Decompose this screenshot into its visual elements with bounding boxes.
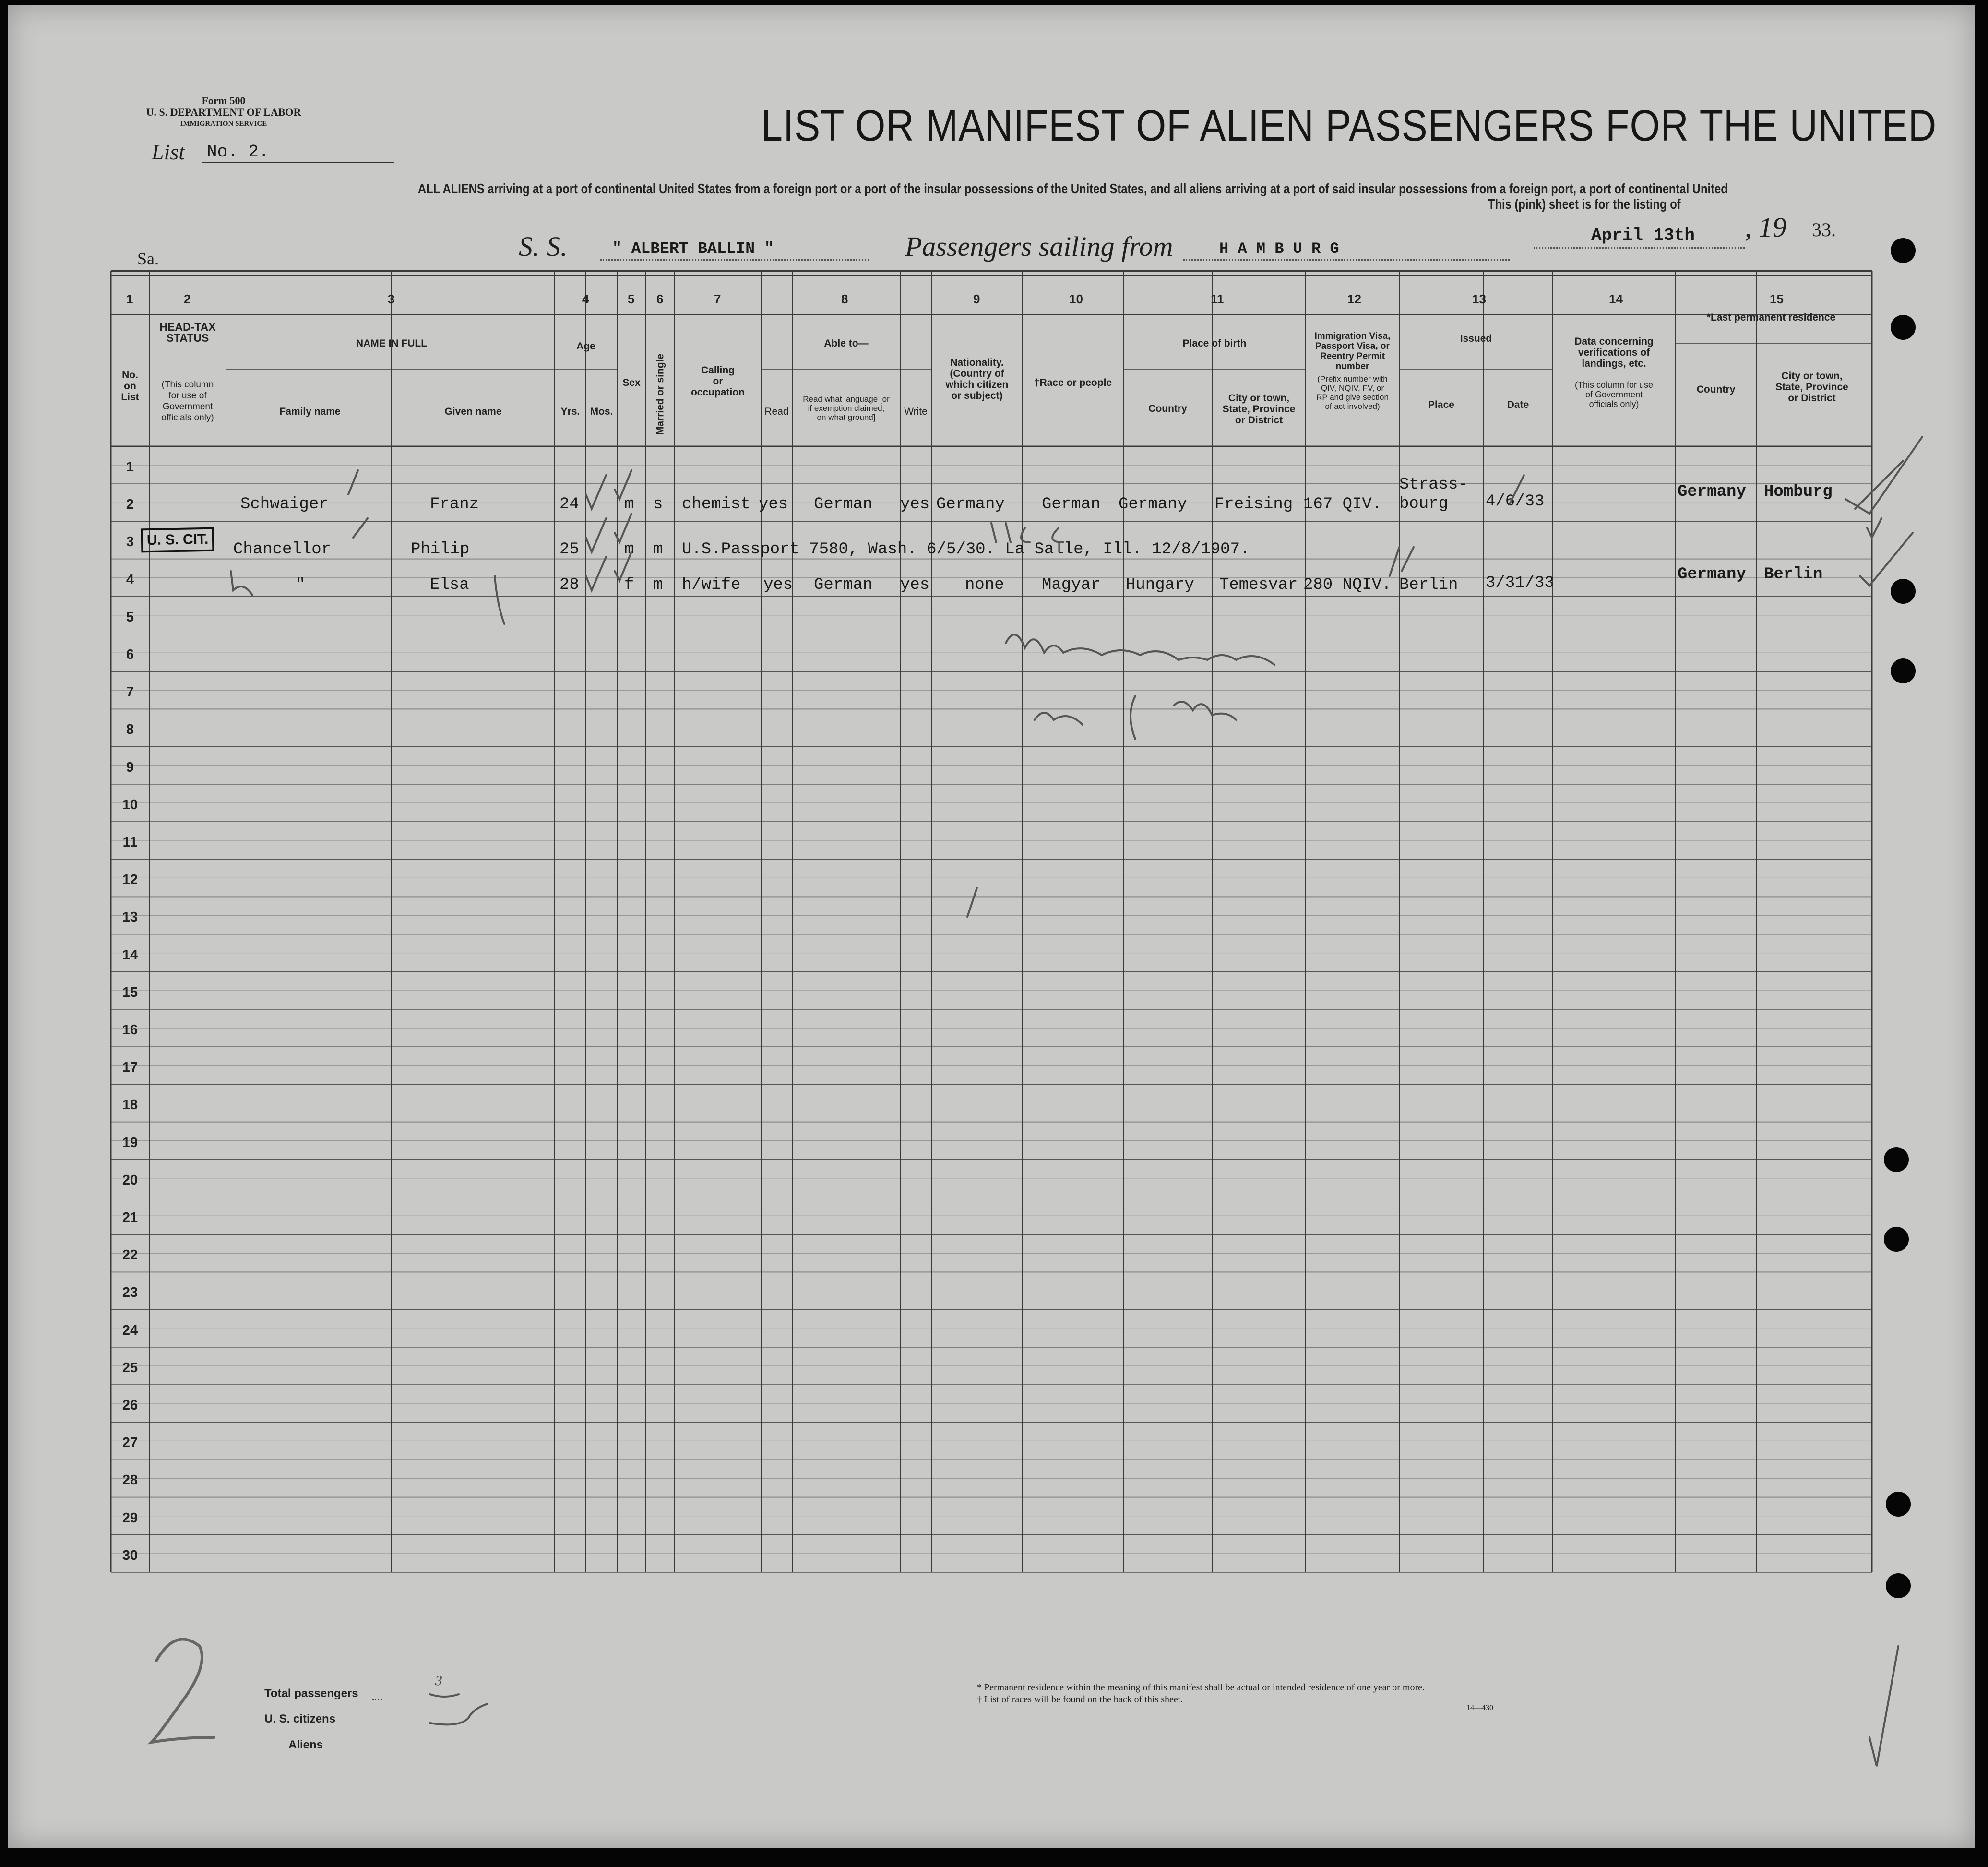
issued-place: Strass- bourg (1399, 476, 1468, 513)
header-sex: Sex (622, 377, 641, 388)
row-number: 15 (122, 984, 138, 1000)
visa-number: 167 QIV. (1303, 495, 1382, 514)
header-race: †Race or people (1034, 377, 1112, 388)
binder-hole (1891, 579, 1916, 604)
header-able-to: Able to— (824, 338, 869, 349)
birth-city: Temesvar (1219, 576, 1298, 594)
header-res-city: City or town, State, Province or District (1775, 371, 1848, 404)
binder-hole (1886, 1492, 1911, 1517)
total-passengers-label: Total passengers (264, 1687, 358, 1700)
binder-hole (1886, 1573, 1911, 1598)
birth-country: Germany (1119, 495, 1187, 514)
column-number: 2 (184, 292, 191, 306)
header-res-country: Country (1696, 384, 1736, 395)
ship-name: " ALBERT BALLIN " (612, 240, 774, 258)
binder-hole (1891, 315, 1916, 340)
age-years: 24 (559, 495, 579, 514)
footnote-residence: * Permanent residence within the meaning of this manifest shall be actual or intended residence of one year or more. (977, 1682, 1425, 1693)
manifest-title: LIST OR MANIFEST OF ALIEN PASSENGERS FOR THE UNITED (761, 101, 1937, 150)
sex: m (624, 495, 634, 514)
given-name: Philip (411, 540, 470, 559)
occupation: chemist (682, 495, 750, 514)
header-birth-country: Country (1148, 403, 1187, 414)
total-passengers-value: 3 (435, 1674, 443, 1688)
row-number: 29 (122, 1510, 138, 1526)
list-number: No. 2. (207, 142, 269, 162)
header-age: Age (576, 341, 595, 352)
column-number: 12 (1347, 292, 1361, 306)
footnote-races: † List of races will be found on the back of this sheet. (977, 1694, 1183, 1705)
header-issued: Issued (1460, 333, 1492, 344)
family-name-ditto: " (296, 576, 306, 594)
row-number: 17 (122, 1060, 138, 1076)
column-number: 14 (1609, 292, 1623, 306)
sex: f (624, 576, 634, 594)
header-head-tax: HEAD-TAX STATUS (159, 321, 216, 344)
family-name: Schwaiger (240, 495, 329, 514)
family-name: Chancellor (233, 540, 332, 559)
binder-hole (1884, 1147, 1909, 1172)
column-number: 6 (656, 292, 664, 306)
row-number: 11 (122, 835, 138, 850)
header-issued-date: Date (1507, 399, 1529, 410)
residence-country: Germany (1678, 483, 1746, 501)
subtitle-line-1: ALL ALIENS arriving at a port of continental United States from a foreign port or a port of the insular possessions of the United States, and all aliens arriving at a port of said insular possessions from a foreign port, a port of continental United (418, 181, 1728, 197)
row-number: 23 (122, 1285, 138, 1301)
us-citizen-stamp: U. S. CIT. (141, 527, 214, 553)
port-name: H A M B U R G (1219, 240, 1339, 258)
header-data-concerning: Data concerning verifications of landings, etc. (1574, 336, 1654, 369)
can-write: yes (900, 576, 930, 594)
form-code: 14—430 (1466, 1704, 1493, 1712)
column-number: 13 (1472, 292, 1486, 306)
year-prefix: , 19 (1745, 212, 1786, 243)
given-name: Franz (430, 495, 479, 514)
header-data-note: (This column for use of Government officials only) (1574, 380, 1654, 409)
row-number: 28 (122, 1472, 138, 1488)
column-number: 7 (714, 292, 721, 306)
header-birth-city: City or town, State, Province or District (1222, 393, 1296, 426)
header-visa-note: (Prefix number with QIV, NQIV, FV, or RP and give section of act involved) (1316, 374, 1389, 411)
nationality: none (965, 576, 1004, 594)
row-number: 8 (126, 722, 134, 738)
visa-number: 280 NQIV. (1303, 576, 1392, 594)
marital-status: m (653, 576, 663, 594)
marital-status: s (653, 495, 663, 514)
birth-city: Freising (1214, 495, 1293, 514)
can-write: yes (900, 495, 930, 514)
sa-label: Sa. (137, 249, 159, 268)
row-number: 4 (126, 572, 134, 587)
binder-hole (1891, 658, 1916, 683)
header-married-single: Married or single (655, 353, 666, 435)
header-yrs: Yrs. (560, 406, 580, 417)
can-read: yes (763, 576, 793, 594)
form-number: Form 500 U. S. DEPARTMENT OF LABOR IMMIGRATION SERVICE (146, 95, 301, 128)
residence-city: Berlin (1764, 565, 1823, 584)
year-suffix: 33. (1812, 219, 1836, 240)
residence-city: Homburg (1764, 483, 1833, 501)
manifest-sheet (8, 5, 1975, 1848)
header-write: Write (904, 406, 928, 417)
sailing-date: April 13th (1591, 226, 1695, 245)
column-number: 1 (126, 292, 133, 306)
column-number: 5 (628, 292, 635, 306)
row-number: 21 (122, 1210, 138, 1225)
header-family-name: Family name (279, 406, 341, 417)
dots (372, 1699, 382, 1700)
row-number: 25 (122, 1360, 138, 1376)
row-number: 6 (126, 647, 134, 662)
age-years: 28 (559, 576, 579, 594)
list-label: List (152, 140, 185, 164)
birth-country: Hungary (1126, 576, 1194, 594)
column-number: 15 (1770, 292, 1784, 306)
given-name: Elsa (430, 576, 469, 594)
header-no-on-list: No. on List (121, 370, 139, 403)
binder-hole (1884, 1227, 1909, 1252)
header-nationality: Nationality. (Country of which citizen or subject) (945, 357, 1009, 401)
header-visa: Immigration Visa, Passport Visa, or Reentry Permit number (1314, 331, 1391, 371)
language: German (814, 495, 873, 514)
column-number: 8 (841, 292, 848, 306)
row-number: 26 (122, 1398, 138, 1413)
header-place-of-birth: Place of birth (1182, 338, 1247, 349)
issued-date: 3/31/33 (1486, 574, 1554, 592)
row-number: 10 (122, 797, 138, 813)
row-number: 13 (122, 910, 138, 925)
citizenship-remarks: U.S.Passport 7580, Wash. 6/5/30. La Salle, Ill. 12/8/1907. (682, 540, 1250, 559)
header-given-name: Given name (444, 406, 502, 417)
header-issued-place: Place (1428, 399, 1454, 410)
age-years: 25 (559, 540, 579, 559)
row-number: 27 (122, 1435, 138, 1451)
row-number: 24 (122, 1322, 138, 1338)
can-read: yes (759, 495, 788, 514)
issued-date: 4/6/33 (1486, 492, 1545, 511)
row-number: 18 (122, 1097, 138, 1113)
occupation: h/wife (682, 576, 741, 594)
column-number: 4 (582, 292, 589, 306)
nationality: Germany (936, 495, 1005, 514)
column-number: 10 (1069, 292, 1083, 306)
row-number: 7 (126, 684, 134, 700)
aliens-label: Aliens (288, 1738, 323, 1751)
header-read-language: Read what language [or if exemption claimed, on what ground] (803, 395, 890, 422)
ss-label: S. S. (519, 231, 568, 262)
column-number: 9 (973, 292, 980, 306)
column-number: 11 (1211, 292, 1224, 306)
issued-place: Berlin (1399, 576, 1458, 594)
row-number: 1 (126, 459, 134, 475)
us-citizens-label: U. S. citizens (264, 1712, 336, 1725)
header-head-tax-note: (This column for use of Government officials only) (161, 380, 214, 423)
row-number: 30 (122, 1547, 138, 1563)
marital-status: m (653, 540, 663, 559)
language: German (814, 576, 873, 594)
row-number: 9 (126, 759, 134, 775)
race: Magyar (1042, 576, 1101, 594)
row-number: 22 (122, 1247, 138, 1263)
row-number: 12 (122, 872, 138, 888)
row-number: 3 (126, 534, 134, 550)
header-calling: Calling or occupation (690, 365, 745, 398)
row-number: 16 (122, 1022, 138, 1038)
column-number: 3 (388, 292, 395, 306)
sex: m (624, 540, 634, 559)
residence-country: Germany (1678, 565, 1746, 584)
row-number: 14 (122, 947, 138, 963)
header-mos: Mos. (590, 406, 613, 417)
subtitle-line-2: This (pink) sheet is for the listing of (1488, 197, 1681, 212)
header-last-residence: *Last permanent residence (1706, 312, 1836, 323)
handwritten-marks (8, 5, 1975, 1848)
row-number: 20 (122, 1172, 138, 1188)
row-number: 19 (122, 1135, 138, 1150)
row-number: 5 (126, 609, 134, 625)
sheet-number (152, 1637, 155, 1642)
sailing-from-label: Passengers sailing from (905, 231, 1173, 262)
header-read: Read (764, 406, 789, 417)
row-number: 2 (126, 497, 134, 513)
header-name-in-full: NAME IN FULL (356, 338, 428, 349)
binder-hole (1891, 238, 1916, 263)
race: German (1042, 495, 1101, 514)
